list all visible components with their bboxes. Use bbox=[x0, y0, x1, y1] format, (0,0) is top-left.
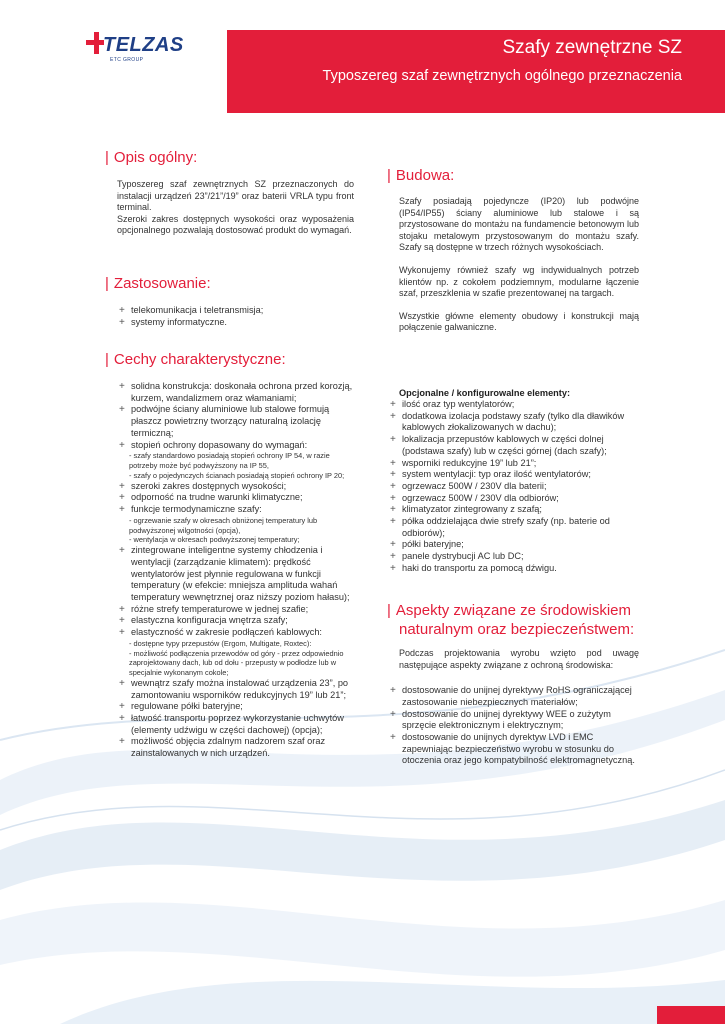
section-opis bbox=[105, 148, 355, 167]
list-item: + solidna konstrukcja: doskonała ochrona przed korozją, kurzem, wandalizmem oraz włamaniami; bbox=[117, 381, 354, 404]
list-item: + dostosowanie do unijnych dyrektyw LVD i EMC zapewniając bezpieczeństwo wyrobu w stosunku do otoczenia oraz jego kompatybilność elektromagnetyczną. bbox=[388, 732, 639, 767]
zastosowanie-list bbox=[117, 305, 354, 328]
list-subitem: - dostępne typy przepustów (Ergom, Multigate, Roxtec): bbox=[129, 638, 312, 648]
list-item: + łatwość transportu poprzez wykorzystanie uchwytów (elementy udźwigu w części dachowej) (opcja); bbox=[117, 713, 354, 736]
aspekty-text bbox=[399, 648, 639, 767]
budowa-paragraph-3: Wszystkie główne elementy obudowy i konstrukcji mają połączenie galwaniczne. bbox=[399, 310, 639, 333]
list-item: + telekomunikacja i teletransmisja; bbox=[117, 305, 354, 317]
list-item: + dostosowanie do unijnej dyrektywy WEE o zużytym sprzęcie elektronicznym i elektrycznym; bbox=[388, 709, 639, 732]
list-subitem: - szafy o pojedynczych ścianach posiadają stopień ochrony IP 20; bbox=[129, 470, 345, 480]
list-item: + stopień ochrony dopasowany do wymagań: bbox=[117, 440, 354, 452]
list-item: + odporność na trudne warunki klimatyczne; bbox=[117, 492, 354, 504]
list-subitem: - ogrzewanie szafy w okresach obniżonej temperatury lub podwyższonej wilgotności (opcja), bbox=[129, 515, 318, 535]
list-item: + wewnątrz szafy można instalować urządzenia 23”, po zamontowaniu wsporników redukcyjnych 19” lub 21”; bbox=[117, 678, 354, 701]
heading-aspekty: | Aspekty związane ze środowiskiem naturalnym oraz bezpieczeństwem: bbox=[387, 602, 635, 638]
logo-subtext: ETC GROUP bbox=[110, 57, 144, 63]
list-subitem: - szafy standardowo posiadają stopień ochrony IP 54, w razie potrzeby może być podwyższony na IP 55, bbox=[129, 451, 330, 471]
section-zastosowanie bbox=[105, 274, 355, 293]
list-item: + ilość oraz typ wentylatorów; bbox=[388, 399, 639, 411]
list-item: + wsporniki redukcyjne 19” lub 21”; bbox=[388, 458, 639, 470]
list-item: + różne strefy temperaturowe w jednej szafie; bbox=[117, 604, 354, 616]
opis-paragraph-2: Szeroki zakres dostępnych wysokości oraz wyposażenia opcjonalnego pozwalają dostosować produkt do wymagań. bbox=[117, 213, 354, 236]
list-item: + panele dystrybucji AC lub DC; bbox=[388, 551, 639, 563]
opis-text bbox=[117, 179, 354, 237]
list-item: + funkcje termodynamiczne szafy: bbox=[117, 504, 354, 516]
list-item: + lokalizacja przepustów kablowych w części dolnej (podstawa szafy) lub w części górnej (dach szafy); bbox=[388, 434, 639, 457]
list-item: + zintegrowane inteligentne systemy chłodzenia i wentylacji (zarządzanie klimatem): prędkość wentylatorów jest płynnie regulowana w funkcji temperatury (w efekcie: mniejsza amplituda wahań temperatury wewnętrznej oraz niższy poziom hałasu); bbox=[117, 545, 354, 604]
list-item: + ogrzewacz 500W / 230V dla odbiorów; bbox=[388, 493, 639, 505]
list-item: + podwójne ściany aluminiowe lub stalowe formują płaszcz powietrzny tworzący naturalną izolację termiczną; bbox=[117, 404, 354, 439]
list-item: + regulowane półki bateryjne; bbox=[117, 701, 354, 713]
list-item: + elastyczna konfiguracja wnętrza szafy; bbox=[117, 615, 354, 627]
list-item: + elastyczność w zakresie podłączeń kablowych: bbox=[117, 627, 354, 639]
opis-paragraph-1: Typoszereg szaf zewnętrznych SZ przeznaczonych do instalacji urządzeń 23”/21”/19” oraz baterii VRLA typu front terminal. bbox=[117, 179, 354, 213]
list-item: + szeroki zakres dostępnych wysokości; bbox=[117, 481, 354, 493]
section-aspekty bbox=[387, 601, 637, 639]
section-budowa bbox=[387, 166, 639, 185]
budowa-paragraph-2: Wykonujemy również szafy wg indywidualnych potrzeb klientów np. z cokołem podziemnym, modularne łączenie szaf, przeszklenia w szafie prezentowanej na targach. bbox=[399, 264, 639, 299]
list-item: + systemy informatyczne. bbox=[117, 317, 354, 329]
cechy-list bbox=[117, 381, 354, 760]
heading-opis: | Opis ogólny: bbox=[105, 149, 198, 166]
header-band bbox=[227, 30, 725, 113]
page-subtitle: Typoszereg szaf zewnętrznych ogólnego przeznaczenia bbox=[322, 68, 682, 84]
logo-name: TELZAS bbox=[103, 34, 184, 56]
section-opcjonalne bbox=[399, 387, 639, 575]
list-item: + możliwość objęcia zdalnym nadzorem szaf oraz zainstalowanych w nich urządzeń. bbox=[117, 736, 354, 759]
list-item: + ogrzewacz 500W / 230V dla baterii; bbox=[388, 481, 639, 493]
page-title: Szafy zewnętrzne SZ bbox=[502, 37, 682, 58]
list-item: + półki bateryjne; bbox=[388, 539, 639, 551]
heading-opcjonalne: Opcjonalne / konfigurowalne elementy: bbox=[399, 388, 571, 398]
list-subitem: - wentylacja w okresach podwyższonej temperatury; bbox=[129, 535, 300, 545]
list-item: + klimatyzator zintegrowany z szafą; bbox=[388, 504, 639, 516]
budowa-text bbox=[399, 196, 639, 334]
section-cechy bbox=[105, 350, 355, 369]
list-item: + dostosowanie do unijnej dyrektywy RoHS ograniczającej zastosowanie niebezpiecznych materiałów; bbox=[388, 685, 639, 708]
list-item: + dodatkowa izolacja podstawy szafy (tylko dla dławików kablowych złokalizowanych w dachu); bbox=[388, 411, 639, 434]
heading-zastosowanie: | Zastosowanie: bbox=[105, 275, 211, 292]
heading-budowa: | Budowa: bbox=[387, 167, 455, 184]
list-subitem: - możliwość podłączenia przewodów od góry - przez odpowiednio zaprojektowany dach, lub od dołu - przepusty w podłodze lub w specjalnie wykonanym cokole; bbox=[129, 648, 344, 678]
list-item: + haki do transportu za pomocą dźwigu. bbox=[388, 563, 639, 575]
budowa-paragraph-1: Szafy posiadają pojedyncze (IP20) lub podwójne (IP54/IP55) ściany aluminiowe lub stalowe i są przystosowane do montażu na fundamencie betonowym lub stojaku metalowym przystosowanym do montażu szafy. Szafy są dostępne w trzech różnych wysokościach. bbox=[399, 196, 639, 253]
aspekty-paragraph-1: Podczas projektowania wyrobu wzięto pod uwagę następujące aspekty związane z ochroną środowiska: bbox=[399, 648, 639, 670]
heading-cechy: | Cechy charakterystyczne: bbox=[105, 351, 286, 368]
list-item: + system wentylacji: typ oraz ilość wentylatorów; bbox=[388, 469, 639, 481]
list-item: + półka oddzielająca dwie strefy szafy (np. baterie od odbiorów); bbox=[388, 516, 639, 539]
footer-red-tab bbox=[657, 1006, 725, 1024]
